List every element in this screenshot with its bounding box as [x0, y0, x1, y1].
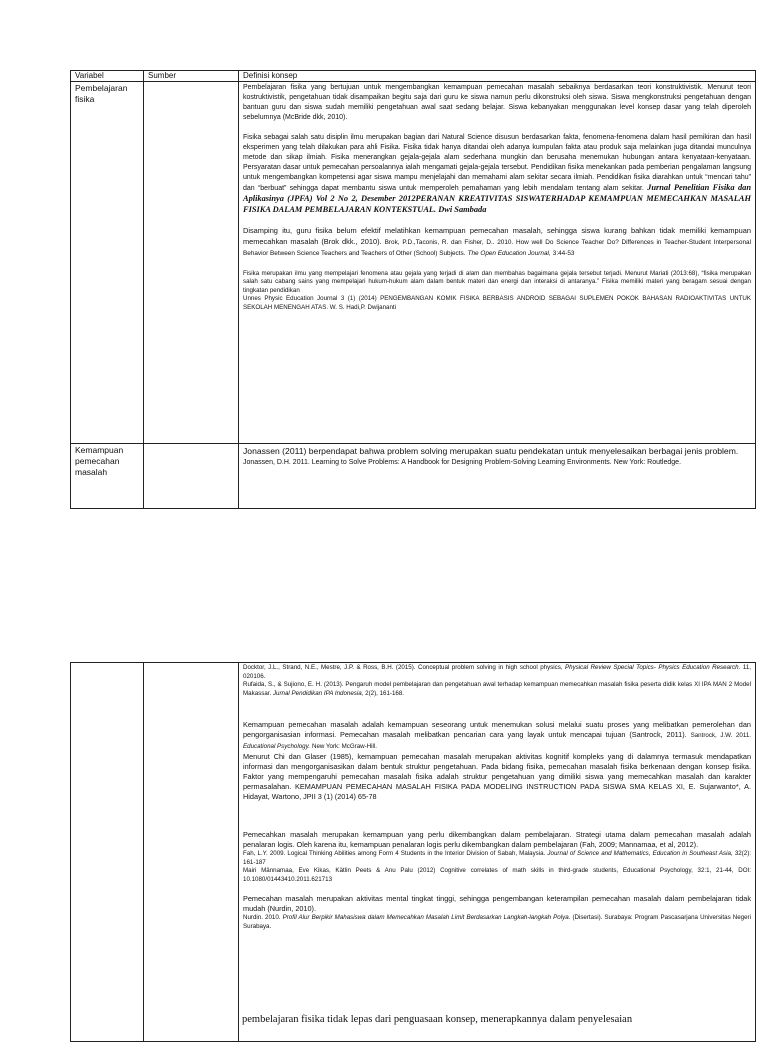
- reference-tail: 11, 020106.: [243, 664, 751, 680]
- reference-journal: Physical Review Special Topics- Physics Education Research.: [565, 664, 741, 671]
- reference: Mairi Männamaa, Eve Kikas, Kätlin Peets & Anu Palu (2012) Cognitive correlates of math skills in third-grade students, Educational Psychology, 32:1, 21-44, DOI: 10.1080/01443410.2011.621713: [243, 867, 751, 883]
- reference-journal: Journal of Science and Mathematics, Education in Southeast Asia,: [547, 850, 733, 857]
- definition-table-2: [70, 662, 756, 1042]
- definition-paragraph: Pemecahkan masalah merupakan kemampuan yang perlu dikembangkan dalam pembelajaran. Strategi utama dalam pemecahan masalah adalah penalaran logis. Oleh karena itu, kemampuan penalaran logis perlu dikembangkan dalam pembelajaran (Fah, 2009; Mannamaa, et al, 2012).: [243, 830, 751, 849]
- header-variabel: Variabel: [71, 71, 144, 82]
- reference-journal: The Open Education Journal,: [467, 250, 551, 257]
- reference-journal: Jurnal Pendidikan IPA Indonesia,: [272, 689, 364, 697]
- reference: [243, 664, 751, 681]
- definition-paragraph: Menurut Chi dan Glaser (1985), kemampuan pemecahan masalah merupakan aktivitas kognitif kompleks yang di dalamnya termasuk mendapatkan informasi dan mengorganisasikan dalam bentuk struktur pengetahuan. Pada bidang fisika, pemecahan masalah fisika berkenaan dengan konsep fisika. Faktor yang mempengaruhi pemecahan masalah fisika adalah struktur pengetahuan yang dimiliki siswa yang memecahkan masalah dan karakter permasalahan. KEMAMPUAN PEMECAHAN MASALAH FISIKA PADA MODELING INSTRUCTION PADA SISWA SMA KELAS XI, E. Sujarwanto*, A. Hidayat, Wartono, JPII 3 (1) (2014) 65-78: [243, 752, 751, 801]
- table-row: [71, 82, 756, 444]
- body-text-line: pembelajaran fisika tidak lepas dari penguasaan konsep, menerapkannya dalam penyelesaian: [242, 1014, 633, 1025]
- definition-paragraph: [243, 720, 751, 752]
- reference-title: Educational Psychology.: [243, 743, 310, 750]
- definition-paragraph: Fisika merupakan ilmu yang mempelajari fenomena atau gejala yang terjadi di alam dan membahas bagaimana gejala tersebut terjadi. Menurut Mariati (2013:68), “fisika merupakan salah satu cabang sains yang mempelajari hukum-hukum alam dalam bentuk materi dan energi dan interaksi di antaranya.” Fisika memiliki materi yang beragam sesuai dengan tingkatan pendidikan: [243, 269, 751, 294]
- reference-text: Docktor, J.L., Strand, N.E., Mestre, J.P. & Ross, B.H. (2015). Conceptual problem solving in high school physics,: [243, 664, 563, 671]
- reference-tail: 2(2), 161-168.: [365, 689, 405, 697]
- reference-tail: 32(2): 161-187: [243, 850, 751, 866]
- definition-cell: [239, 444, 756, 509]
- reference-tail: (Disertasi). Surabaya: Program Pascasarjana Universitas Negeri Surabaya.: [243, 914, 751, 930]
- definition-paragraph: Pembelajaran fisika yang bertujuan untuk mengembangkan kemampuan pemecahan masalah sebaiknya berdasarkan teori konstruktivistik. Menurut teori kostruktivistik, pengetahuan tidak disampaikan begitu saja dari guru ke siswa namun perlu dikonstruksi oleh siswa. Siswa mengkonstruksi pengetahuan dengan bantuan guru dan siswa sudah memiliki pengetahuan awal saat sedang belajar. Siswa kebanyakan menggunakan level konsep dasar yang telah diperoleh sebelumnya (McBride dkk, 2010).: [243, 84, 751, 121]
- variable-cell: Pembelajaran fisika: [71, 82, 144, 444]
- definition-cell: [239, 663, 756, 1042]
- reference-title: Profil Alur Berpikir Mahasiswa dalam Memecahkan Masalah Limit Berdasarkan Langkah-langkah Polya.: [282, 914, 571, 921]
- variable-cell: [71, 663, 144, 1042]
- source-cell: [144, 82, 239, 444]
- header-definisi-konsep: Definisi konsep: [239, 71, 756, 82]
- reference-text: Fah, L.Y. 2009. Logical Thinking Abilities among Form 4 Students in the Interior Division of Sabah, Malaysia.: [243, 850, 546, 857]
- table-row: [71, 444, 756, 509]
- reference-pages: 3:44-53: [552, 250, 575, 257]
- citation: Unnes Physic Education Journal 3 (1) (2014) PENGEMBANGAN KOMIK FISIKA BERBASIS ANDROID SEBAGAI SUPLEMEN POKOK BAHASAN RADIOAKTIVITAS UNTUK SEKOLAH MENENGAH ATAS. W. S. Hadi,P. Dwijananti: [243, 295, 751, 311]
- definition-paragraph: Jonassen (2011) berpendapat bahwa problem solving merupakan suatu pendekatan untuk menyelesaikan berbagai jenis problem.: [243, 446, 739, 456]
- reference-tail: New York: McGraw-Hill.: [312, 743, 377, 750]
- variable-cell: Kemampuan pemecahan masalah: [71, 444, 144, 509]
- source-cell: [144, 663, 239, 1042]
- table-header-row: [71, 71, 756, 82]
- header-sumber: Sumber: [144, 71, 239, 82]
- reference: Brok, P.D.,Taconis, R. dan Fisher, D.. 2010. How well Do Science Teacher Do? Differences in Teacher-Student Interpersonal Behavior Between Science Teachers and Teachers of Other (School) Subjects.: [243, 238, 751, 257]
- definition-paragraph: Pemecahan masalah merupakan aktivitas mental tingkat tinggi, sehingga pengembangan keterampilan pemecahan masalah dalam pembelajaran tidak mudah (Nurdin, 2010).: [243, 894, 751, 913]
- citation: Jurnal Penelitian Fisika dan Aplikasinya (JPFA) Vol 2 No 2, Desember 2012PERANAN KREATIVITAS SISWATERHADAP KEMAMPUAN MEMECAHKAN MASALAH FISIKA DALAM PEMBELAJARAN KONTEKSTUAL. Dwi Sambada: [243, 183, 751, 214]
- paragraph-text: Disamping itu, guru fisika belum efektif melatihkan kemampuan pemecahan masalah, sehingga siswa kurang bahkan tidak memiliki kemampuan memecahkan masalah (Brok dkk., 2010).: [243, 226, 751, 246]
- definition-table-1: [70, 70, 756, 509]
- reference: [243, 914, 751, 931]
- reference-text: Rufaida, S., & Sujiono, E. H. (2013). Pengaruh model pembelajaran dan pengetahuan awal terhadap kemampuan memecahkan masalah fisika peserta didik kelas XI IPA MAN 2 Model Makassar.: [243, 681, 751, 697]
- reference-text: Nurdin. 2010.: [243, 914, 281, 921]
- definition-paragraph: [243, 133, 751, 216]
- definition-paragraph: [243, 226, 751, 260]
- definition-cell: [239, 82, 756, 444]
- source-cell: [144, 444, 239, 509]
- paragraph-text: Kemampuan pemecahan masalah adalah kemampuan seseorang untuk menemukan solusi melalui suatu proses yang melibatkan pemerolehan dan pengorganisasian informasi. Pemecahan masalah melibatkan pencarian cara yang layak untuk mencapai tujuan (Santrock, 2011).: [243, 720, 751, 739]
- reference: Santrock, J.W. 2011.: [690, 732, 751, 739]
- paragraph-text: Fisika sebagai salah satu disiplin ilmu merupakan bagian dari Natural Science disusun berdasarkan fakta, fenomena-fenomena dalam hasil pemikiran dan hasil eksperimen yang telah dilakukan para ahli Fisika. Fisika tidak hanya ditandai oleh adanya kumpulan fakta atau produk saja melainkan juga ditandai munculnya metode dan sikap ilmiah. Fisika menerangkan gejala-gejala alam sederhana mungkin dan berusaha menemukan hubungan antara kenyataan-kenyataan. Persyaratan dasar untuk pemecahan persoalannya ialah mengamati gejala-gejala tersebut. Pendidikan fisika menekankan pada pemberian pengalaman langsung untuk mengembangkan kompetensi agar siswa mampu menjelajahi dan memahami alam sekitar secara ilmiah. Pendidikan fisika diarahkan untuk “mencari tahu” dan “berbuat” sehingga dapat membantu siswa untuk memperoleh pemahaman yang lebih mendalam tentang alam sekitar.: [243, 134, 751, 192]
- reference: Jonassen, D.H. 2011. Learning to Solve Problems: A Handbook for Designing Problem-Solving Learning Environments. New York: Routledge.: [243, 459, 682, 466]
- reference: [243, 681, 751, 698]
- table-row: [71, 663, 756, 1042]
- reference: [243, 850, 751, 867]
